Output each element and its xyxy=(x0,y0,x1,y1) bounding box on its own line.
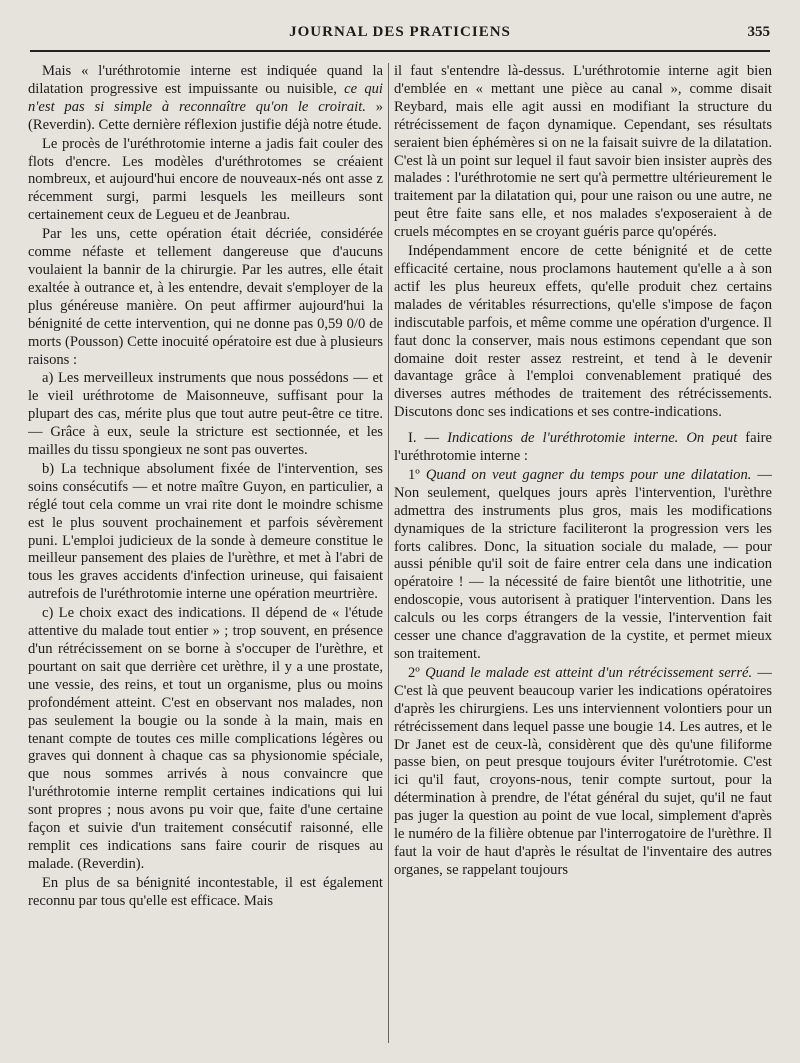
text-run: — Non seulement, quelques jours après l'intervention, l'urèthre admettra des instruments plus gros, mais les modifications dynamiques de la stricture faciliteront la progression vers les forts calibres. Donc, la situation sociale du malade, — pour aussi pénible qu'il soit de faire entrer cela dans une indication opératoire ! — la nécessité de faire bientôt une lithotritie, une endoscopie, vous autorisent à pratiquer l'intervention. Dans les calculs ou les corps étrangers de la vessie, l'intervention fait cesser une chance d'aggravation de la cystite, et permet mieux son traitement. xyxy=(394,466,772,662)
paragraph xyxy=(28,63,383,135)
paragraph xyxy=(394,665,772,880)
column-divider xyxy=(388,63,389,1043)
paragraph: b) La technique absolument fixée de l'intervention, ses soins consécutifs — et notre maître Guyon, en particulier, a réglé tout cela comme un vrai rite dont le moindre schisme est le plus souvent prochainement et parfois sévèrement puni. L'emploi judicieux de la sonde à demeure constitue le meilleur pansement des plaies de l'urèthre, et met à l'abri de tous les graves accidents d'infection urineuse, qui faisaient autrefois de l'uréthrotomie interne une opération meurtrière. xyxy=(28,460,383,603)
paragraph: En plus de sa bénignité incontestable, il est également reconnu par tous qu'elle est efficace. Mais xyxy=(28,874,383,909)
text-run: 1º xyxy=(408,466,426,483)
paragraph: c) Le choix exact des indications. Il dépend de « l'étude attentive du malade tout entier » ; trop souvent, en présence d'un rétrécissement on se borne à s'occuper de l'urèthre, et pourtant on sait que derrière cet urèthre, il y a une prostate, une vessie, des reins, et tout un organisme, plus ou moins profondément atteint. C'est en observant nos malades, non pas seulement la bougie ou la sonde à la main, mais en tenant compte de toutes ces mille complications légères ou graves qui donnent à chaque cas sa physionomie spéciale, que nous sommes arrivés à nous convaincre que l'uréthrotomie interne remplit certaines indications qui lui sont propres ; nous avons pu voir que, faite d'une certaine façon et suivie d'un traitement consécutif raisonné, elle remplit ces indications sans faire courir de risques au malade. (Reverdin). xyxy=(28,605,383,872)
page-header xyxy=(30,22,770,44)
paragraph: a) Les merveilleux instruments que nous possédons — et le vieil uréthrotome de Maisonneuve, suffisant pour la plupart des cas, mérite plus que tout autre peut-être ce titre. — Grâce à eux, seule la stricture est sectionnée, et les mailles du tissu spongieux ne sont pas ouvertes. xyxy=(28,370,383,459)
italic-run: Indications de l'uréthrotomie interne. On peut xyxy=(447,430,738,447)
section-heading xyxy=(394,430,772,466)
journal-title: JOURNAL DES PRATICIENS xyxy=(289,24,511,40)
paragraph: Par les uns, cette opération était décriée, considérée comme néfaste et tellement dangereuse que d'aucuns voulaient la bannir de la chirurgie. Par les autres, elle était exaltée à outrance et, à les entendre, devait s'employer de la plus généreuse manière. On peut affirmer aujourd'hui la bénignité de cette intervention, qui ne donne pas 0,59 0/0 de morts (Pousson) Cette inocuité opératoire est due à plusieurs raisons : xyxy=(28,226,383,368)
page-number: 355 xyxy=(747,24,770,40)
text-run: » (Reverdin). Cette dernière réflexion justifie déjà notre étude. xyxy=(28,98,383,133)
paragraph: Indépendamment encore de cette bénignité et de cette efficacité certaine, nous proclamons hautement qu'elle a à son actif les plus heureux effets, qu'elle produit chez certains malades de véritables résurrections, qu'elle s'impose de façon indiscutable parfois, et même comme une opération d'urgence. Il faut donc la conserver, mais nous estimons cependant que son domaine doit rester assez restreint, et tend à le devenir davantage grâce à l'emploi convenablement pratiqué des diverses autres méthodes de traitement des rétrécissements. Discutons donc ses indications et ses contre-indications. xyxy=(394,243,772,421)
italic-run: Quand on veut gagner du temps pour une dilatation. xyxy=(425,466,752,483)
paragraph: Le procès de l'uréthrotomie interne a jadis fait couler des flots d'encre. Les modèles d'uréthrotomes se créaient nombreux, et aujourd'hui encore de nouveaux-nés ont asse z récemment surgi, parmi lesquels les meilleurs sont certainement ceux de Legueu et de Jeanbrau. xyxy=(28,135,383,224)
text-run: 2º xyxy=(408,664,426,681)
italic-run: Quand le malade est atteint d'un rétrécissement serré. xyxy=(425,664,753,681)
paragraph: il faut s'entendre là-dessus. L'uréthrotomie interne agit bien d'emblée en « mettant une pièce au canal », comme disait Reybard, mais elle agit aussi en modifiant la structure du rétrécissement de façon dynamique. Cependant, ses résultats seraient bien éphémères si on ne la faisait suivre de la dilatation. C'est là un point sur lequel il faut savoir bien insister auprès des malades : l'uréthrotomie ne sert qu'à permettre ultérieurement le traitement par la dilatation qui, pour une raison ou une autre, ne peut être faite sans elle, et nos malades s'exposeraient à de cruels mécomptes en se croyant guéris parce qu'opérés. xyxy=(394,63,772,241)
left-column xyxy=(28,63,383,1048)
paragraph xyxy=(394,467,772,664)
right-column xyxy=(394,63,772,1048)
text-run: — C'est là que peuvent beaucoup varier les indications opératoires d'après les chirurgiens. Les uns interviennent volontiers pour un rétrécissement dans lequel passe une bougie 14. Les autres, et le Dr Janet est de ceux-là, considèrent que dès qu'une filiforme passe bien, on peut presque toujours éviter l'urétrotomie. C'est ici qu'il faut, croyons-nous, tenir compte surtout, pour la détermination à prendre, de l'état général du sujet, qu'il ne faut pas juger la question au point de vue local, simplement d'après le numéro de la filière obtenue par l'interrogatoire de l'urèthre. Il faut la voir de haut d'après le résultat de l'inventaire des autres organes, se rappelant toujours xyxy=(394,664,772,878)
text-run: Mais « l'uréthrotomie interne est indiquée quand la dilatation progressive est impuissante ou nuisible, xyxy=(28,63,383,97)
italic-run: ce qui n'est pas si simple à reconnaître qu'on le croirait. xyxy=(28,80,383,115)
text-run: I. — xyxy=(408,430,448,447)
header-rule xyxy=(30,50,770,52)
text-run: faire l'uréthrotomie interne : xyxy=(394,430,772,465)
